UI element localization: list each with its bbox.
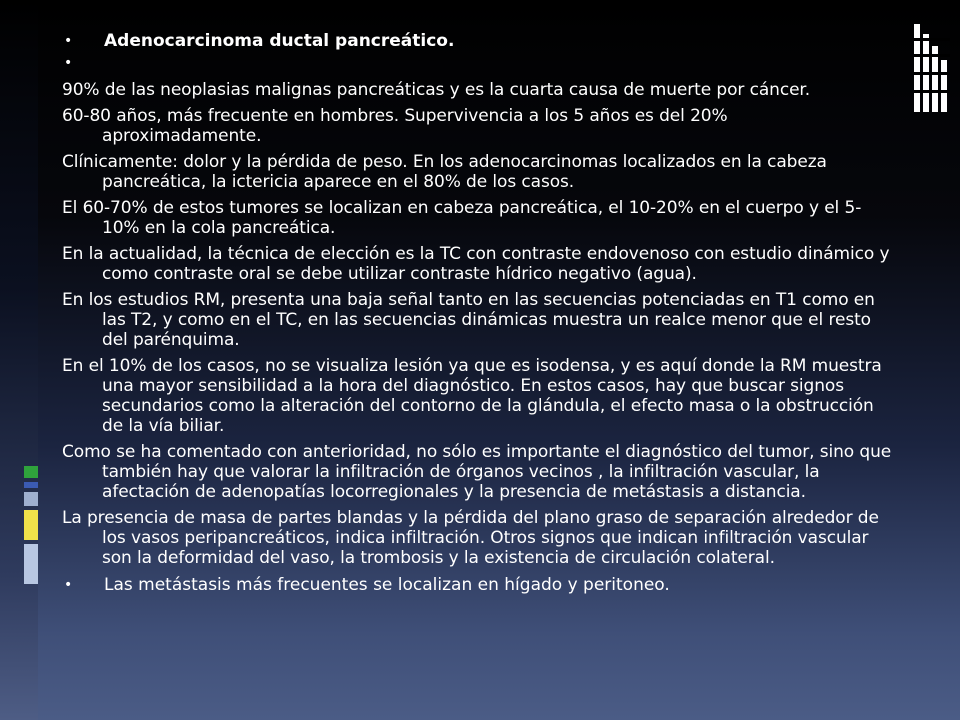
paragraph: En el 10% de los casos, no se visualiza lesión ya que es isodensa, y es aquí donde la RM muestra una mayor sensibilidad a la hora del diagnóstico. En estos casos, hay que buscar signos secundarios como la alteración del contorno de la glándula, el efecto masa o la obstrucción de la vía biliar. (62, 356, 882, 436)
left-decorative-bar (0, 0, 38, 720)
accent-yellow (24, 510, 38, 540)
accent-blue (24, 482, 38, 488)
accent-pale (24, 544, 38, 584)
bullet-icon: • (64, 577, 73, 593)
title-bullet (62, 30, 892, 52)
paragraph: En los estudios RM, presenta una baja señal tanto en las secuencias potenciadas en T1 como en las T2, y como en el TC, en las secuencias dinámicas muestra un realce menor que el resto del parénquima. (62, 290, 875, 350)
paragraph: 90% de las neoplasias malignas pancreáticas y es la cuarta causa de muerte por cáncer. (62, 80, 811, 100)
side-color-accents (24, 466, 38, 588)
last-bullet-text: Las metástasis más frecuentes se localizan en hígado y peritoneo. (104, 575, 670, 595)
paragraph: En la actualidad, la técnica de elección es la TC con contraste endovenoso con estudio dinámico y como contraste oral se debe utilizar contraste hídrico negativo (agua). (62, 244, 890, 284)
paragraph: Clínicamente: dolor y la pérdida de peso. En los adenocarcinomas localizados en la cabeza pancreática, la ictericia aparece en el 80% de los casos. (62, 152, 827, 192)
accent-green (24, 466, 38, 478)
empty-bullet (62, 52, 892, 76)
last-bullet (62, 574, 892, 596)
bullet-icon: • (64, 55, 73, 71)
slide-content (62, 30, 892, 596)
paragraph: 60-80 años, más frecuente en hombres. Supervivencia a los 5 años es del 20% aproximadamente. (62, 106, 728, 146)
paragraph: Como se ha comentado con anterioridad, no sólo es importante el diagnóstico del tumor, sino que también hay que valorar la infiltración de órganos vecinos , la infiltración vascular, la afectación de adenopatías locorregionales y la presencia de metástasis a distancia. (62, 442, 892, 502)
accent-light (24, 492, 38, 506)
grid-logo-icon (914, 24, 950, 112)
paragraph: El 60-70% de estos tumores se localizan en cabeza pancreática, el 10-20% en el cuerpo y el 5-10% en la cola pancreática. (62, 198, 862, 238)
bullet-icon: • (64, 33, 73, 49)
slide-title: Adenocarcinoma ductal pancreático. (104, 31, 455, 51)
paragraph: La presencia de masa de partes blandas y la pérdida del plano graso de separación alrededor de los vasos peripancreáticos, indica infiltración. Otros signos que indican infiltración vascular son la deformidad del vaso, la trombosis y la existencia de circulación colateral. (62, 508, 879, 568)
